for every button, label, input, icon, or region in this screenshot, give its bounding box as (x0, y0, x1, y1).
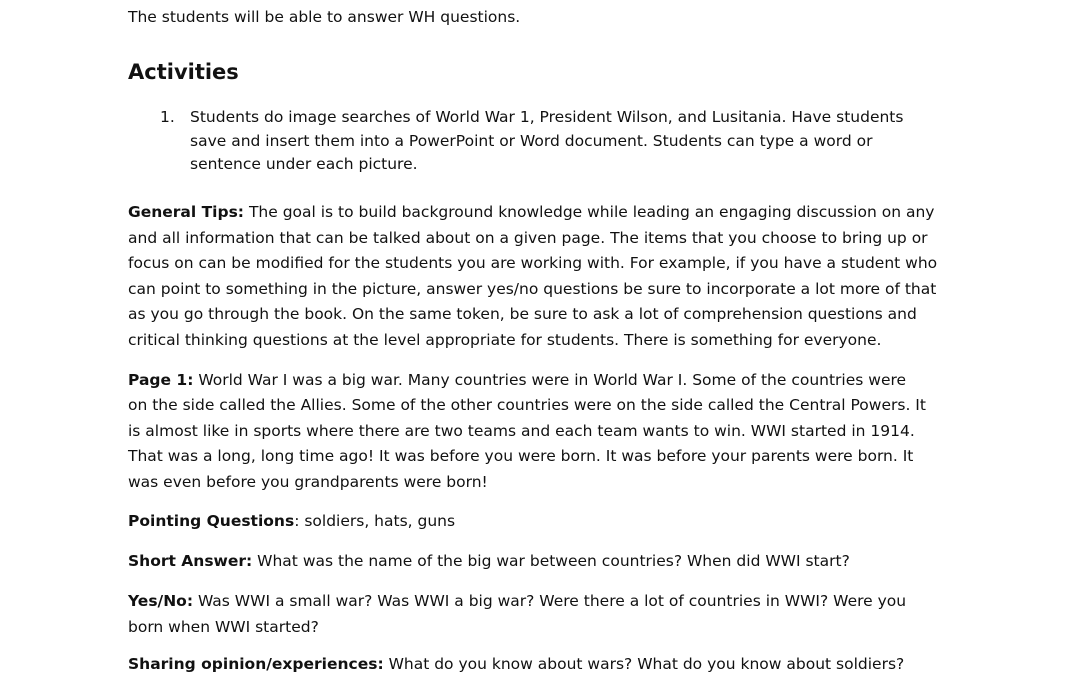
activity-item-number: 1. (160, 108, 175, 126)
page1-text: World War I was a big war. Many countries were in World War I. Some of the countries were (193, 371, 907, 389)
activity-item-line: sentence under each picture. (190, 155, 418, 173)
page1-line: on the side called the Allies. Some of the other countries were on the side called the Central Powers. It (128, 396, 926, 414)
page1-label: Page 1: (128, 371, 194, 389)
activity-item-line: Students do image searches of World War 1, President Wilson, and Lusitania. Have students (190, 108, 904, 126)
short-answer-line (128, 554, 850, 570)
short-answer-label: Short Answer: (128, 552, 253, 570)
pointing-questions-label: Pointing Questions (128, 512, 295, 530)
page1-line: is almost like in sports where there are two teams and each team wants to win. WWI started in 1914. (128, 422, 915, 440)
general-tips-line: can point to something in the picture, answer yes/no questions be sure to incorporate a lot more of that (128, 280, 937, 298)
general-tips-line (128, 205, 934, 221)
general-tips-line: focus on can be modified for the students you are working with. For example, if you have a student who (128, 254, 938, 272)
sharing-opinion-line (128, 657, 904, 673)
pointing-questions-text: : soldiers, hats, guns (294, 512, 456, 530)
general-tips-line: and all information that can be talked about on a given page. The items that you choose to bring up or (128, 229, 928, 247)
page1-line (128, 373, 906, 389)
activities-heading: Activities (128, 60, 239, 84)
yes-no-text: Was WWI a small war? Was WWI a big war? Were there a lot of countries in WWI? Were you (193, 592, 907, 610)
yes-no-label: Yes/No: (128, 592, 194, 610)
general-tips-line: critical thinking questions at the level appropriate for students. There is something for everyone. (128, 331, 882, 349)
sharing-opinion-text: What do you know about wars? What do you know about soldiers? (383, 655, 905, 673)
yes-no-line: born when WWI started? (128, 618, 319, 636)
page1-line: was even before you grandparents were born! (128, 473, 488, 491)
short-answer-text: What was the name of the big war between countries? When did WWI start? (252, 552, 850, 570)
sharing-opinion-label: Sharing opinion/experiences: (128, 655, 384, 673)
objective-text: The students will be able to answer WH questions. (128, 8, 521, 26)
general-tips-line: as you go through the book. On the same token, be sure to ask a lot of comprehension questions and (128, 305, 917, 323)
page1-line: That was a long, long time ago! It was before you were born. It was before your parents were born. It (128, 447, 914, 465)
general-tips-text: The goal is to build background knowledge while leading an engaging discussion on any (244, 203, 935, 221)
general-tips-label: General Tips: (128, 203, 245, 221)
pointing-questions-line (128, 514, 455, 530)
activity-item-line: save and insert them into a PowerPoint or Word document. Students can type a word or (190, 132, 873, 150)
yes-no-line (128, 594, 906, 610)
